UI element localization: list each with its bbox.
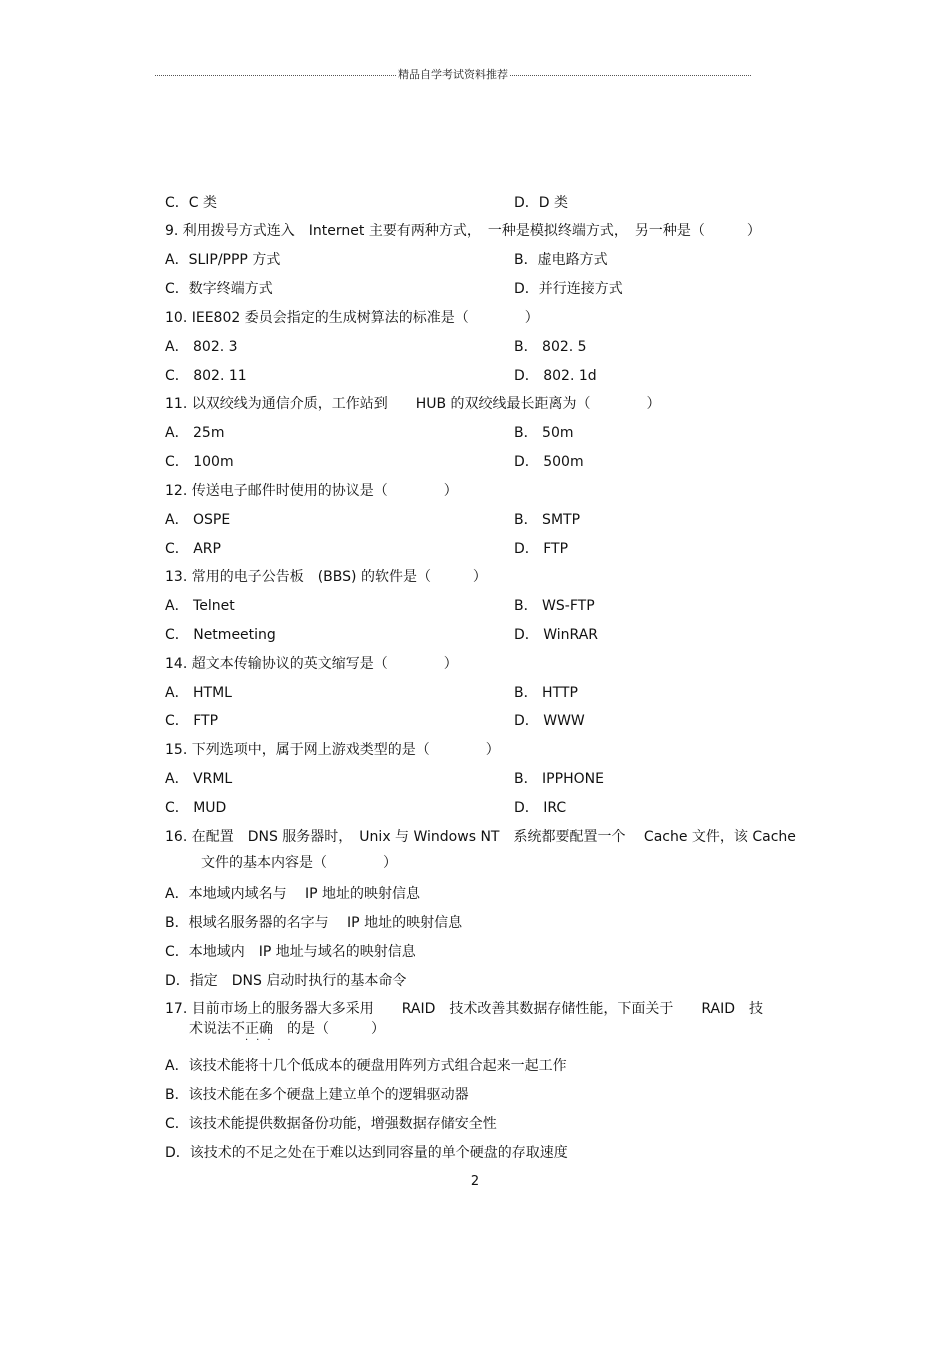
- text-line-q17ob: B．该技术能在多个硬盘上建立单个的逻辑驱动器: [165, 1087, 469, 1103]
- header-title: 精品自学考试资料推荐: [398, 68, 508, 81]
- text-line-q12b: B． SMTP: [514, 512, 581, 528]
- text-line-q16oc: C．本地域内 IP 地址与域名的映射信息: [165, 944, 416, 960]
- text-line-q13: 13. 常用的电子公告板 (BBS) 的软件是（ ）: [165, 569, 487, 585]
- text-line-q9c: C．数字终端方式: [165, 281, 273, 297]
- emphasis-dots: ···: [245, 1035, 279, 1046]
- header-dotted-rule-right: [510, 75, 751, 76]
- text-line-q10c: C． 802. 11: [165, 368, 247, 384]
- page-number: 2: [470, 1174, 480, 1189]
- text-line-q15c: C． MUD: [165, 800, 227, 816]
- text-line-q15d: D． IRC: [514, 800, 567, 816]
- text-line-q15a: A． VRML: [165, 771, 233, 787]
- text-line-q10: 10. IEE802 委员会指定的生成树算法的标准是（ ）: [165, 310, 539, 326]
- text-line-q12d: D． FTP: [514, 541, 569, 557]
- text-line-q12a: A． OSPE: [165, 512, 231, 528]
- text-line-q14b: B． HTTP: [514, 685, 578, 701]
- text-line-q13a: A． Telnet: [165, 598, 235, 614]
- text-line-q17oa: A．该技术能将十几个低成本的硬盘用阵列方式组合起来一起工作: [165, 1058, 567, 1074]
- text-line-q10b: B． 802. 5: [514, 339, 587, 355]
- header-dotted-rule-left: [155, 75, 396, 76]
- text-line-q13d: D． WinRAR: [514, 627, 598, 643]
- text-line-q12c: C． ARP: [165, 541, 221, 557]
- text-line-q11a: A． 25m: [165, 425, 225, 441]
- text-line-q11c: C． 100m: [165, 454, 234, 470]
- text-line-q11: 11. 以双绞线为通信介质，工作站到 HUB 的双绞线最长距离为（ ）: [165, 396, 661, 412]
- text-line-q10d: D． 802. 1d: [514, 368, 597, 384]
- text-line-q13c: C． Netmeeting: [165, 627, 276, 643]
- text-line-q16oa: A．本地域内域名与 IP 地址的映射信息: [165, 886, 421, 902]
- text-line-q16ob: B．根域名服务器的名字与 IP 地址的映射信息: [165, 915, 463, 931]
- text-line-q9: 9. 利用拨号方式连入 Internet 主要有两种方式， 一种是模拟终端方式， 另一种是（ ）: [165, 223, 761, 239]
- text-line-q15b: B． IPPHONE: [514, 771, 604, 787]
- text-line-q9b: B．虚电路方式: [514, 252, 608, 268]
- text-line-q9a: A．SLIP/PPP 方式: [165, 252, 281, 268]
- text-line-q11b: B． 50m: [514, 425, 574, 441]
- text-line-q14a: A． HTML: [165, 685, 232, 701]
- text-line-q14c: C． FTP: [165, 713, 219, 729]
- text-line-q16b: 文件的基本内容是（ ）: [201, 855, 397, 871]
- text-line-q16od: D．指定 DNS 启动时执行的基本命令: [165, 973, 407, 989]
- text-line-l1b: D．D 类: [514, 195, 569, 211]
- text-line-q11d: D． 500m: [514, 454, 584, 470]
- text-line-q16: 16. 在配置 DNS 服务器时， Unix 与 Windows NT 系统都要配置一个 Cache 文件，该 Cache: [165, 829, 796, 845]
- text-line-q10a: A． 802. 3: [165, 339, 238, 355]
- text-line-q17oc: C．该技术能提供数据备份功能，增强数据存储安全性: [165, 1116, 497, 1132]
- text-line-l1a: C．C 类: [165, 195, 218, 211]
- text-line-q14: 14. 超文本传输协议的英文缩写是（ ）: [165, 656, 458, 672]
- text-line-q17od: D．该技术的不足之处在于难以达到同容量的单个硬盘的存取速度: [165, 1145, 568, 1161]
- text-line-q12: 12. 传送电子邮件时使用的协议是（ ）: [165, 483, 458, 499]
- text-line-q13b: B． WS-FTP: [514, 598, 595, 614]
- text-line-q14d: D． WWW: [514, 713, 585, 729]
- text-line-q17: 17. 目前市场上的服务器大多采用 RAID 技术改善其数据存储性能，下面关于 RAID 技: [165, 1001, 764, 1017]
- text-line-q17b: 术说法不正确 的是（ ）: [189, 1021, 385, 1037]
- page-header: [155, 66, 751, 82]
- text-line-q15: 15. 下列选项中，属于网上游戏类型的是（ ）: [165, 742, 500, 758]
- text-line-q9d: D．并行连接方式: [514, 281, 623, 297]
